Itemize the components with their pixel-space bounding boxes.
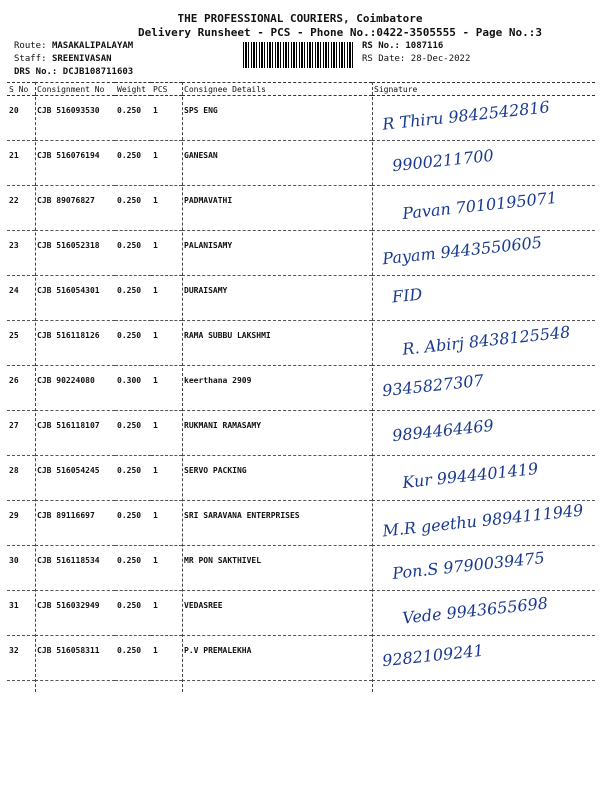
table-row	[7, 186, 595, 231]
cell-consignee: SRI SARAVANA ENTERPRISES	[182, 501, 372, 546]
cell-signature	[372, 636, 595, 681]
cell-sno: 27	[7, 411, 35, 456]
table-header-row	[7, 83, 595, 96]
cell-weight: 0.250	[115, 96, 151, 141]
cell-pcs: 1	[151, 546, 182, 591]
route-value: MASAKALIPALAYAM	[51, 41, 134, 51]
table-row	[7, 96, 595, 141]
cell-pcs: 1	[151, 411, 182, 456]
rs-no-line	[362, 41, 443, 51]
cell-weight: 0.250	[115, 456, 151, 501]
cell-pcs: 1	[151, 231, 182, 276]
cell-sno: 22	[7, 186, 35, 231]
runsheet-subtitle: Delivery Runsheet - PCS - Phone No.:0422-3505555 - Page No.:3	[138, 26, 542, 39]
table-row	[7, 141, 595, 186]
cell-pcs: 1	[151, 141, 182, 186]
cell-signature	[372, 501, 595, 546]
cell-consignment-no: CJB 89076827	[35, 186, 115, 231]
cell-sno: 29	[7, 501, 35, 546]
cell-sno: 30	[7, 546, 35, 591]
runsheet-table	[7, 82, 595, 681]
table-row	[7, 456, 595, 501]
cell-weight: 0.250	[115, 636, 151, 681]
staff-label: Staff:	[14, 54, 47, 64]
rs-date-line	[362, 54, 470, 64]
col-header-sno: S No	[7, 83, 35, 96]
cell-consignee: SPS ENG	[182, 96, 372, 141]
cell-consignment-no: CJB 516093530	[35, 96, 115, 141]
cell-sno: 26	[7, 366, 35, 411]
cell-signature	[372, 366, 595, 411]
cell-signature	[372, 321, 595, 366]
cell-weight: 0.250	[115, 186, 151, 231]
handwritten-signature: Pon.S 9790039475	[391, 548, 546, 583]
table-row	[7, 321, 595, 366]
cell-pcs: 1	[151, 96, 182, 141]
cell-pcs: 1	[151, 591, 182, 636]
route-label: Route:	[14, 41, 47, 51]
cell-signature	[372, 186, 595, 231]
handwritten-signature: 9900211700	[391, 145, 495, 176]
staff-line	[14, 54, 112, 64]
cell-sno: 31	[7, 591, 35, 636]
handwritten-signature: 9894464469	[391, 415, 495, 446]
cell-signature	[372, 411, 595, 456]
cell-signature	[372, 276, 595, 321]
cell-pcs: 1	[151, 456, 182, 501]
cell-consignee: keerthana 2909	[182, 366, 372, 411]
cell-sno: 23	[7, 231, 35, 276]
col-header-weight: Weight	[115, 83, 151, 96]
cell-weight: 0.250	[115, 276, 151, 321]
handwritten-signature: Kur 9944401419	[401, 458, 540, 493]
company-title: THE PROFESSIONAL COURIERS, Coimbatore	[177, 12, 423, 25]
table-row	[7, 276, 595, 321]
cell-consignment-no: CJB 516118107	[35, 411, 115, 456]
cell-weight: 0.250	[115, 231, 151, 276]
column-divider	[372, 82, 373, 692]
table-row	[7, 591, 595, 636]
handwritten-signature: Vede 9943655698	[401, 593, 549, 628]
cell-sno: 24	[7, 276, 35, 321]
cell-pcs: 1	[151, 366, 182, 411]
cell-consignment-no: CJB 89116697	[35, 501, 115, 546]
drs-label: DRS No.:	[14, 67, 58, 77]
cell-weight: 0.250	[115, 411, 151, 456]
cell-consignment-no: CJB 516054301	[35, 276, 115, 321]
handwritten-signature: 9345827307	[381, 370, 485, 401]
route-line	[14, 41, 133, 51]
cell-signature	[372, 546, 595, 591]
col-header-consignee: Consignee Details	[182, 83, 372, 96]
cell-pcs: 1	[151, 501, 182, 546]
cell-consignee: GANESAN	[182, 141, 372, 186]
cell-consignee: VEDASREE	[182, 591, 372, 636]
cell-signature	[372, 591, 595, 636]
handwritten-signature: FID	[391, 284, 424, 307]
column-divider	[35, 82, 36, 692]
handwritten-signature: 9282109241	[381, 640, 485, 671]
rs-no-label: RS No.:	[362, 41, 400, 51]
cell-weight: 0.250	[115, 546, 151, 591]
cell-consignment-no: CJB 516032949	[35, 591, 115, 636]
cell-signature	[372, 141, 595, 186]
cell-weight: 0.250	[115, 501, 151, 546]
cell-consignment-no: CJB 516052318	[35, 231, 115, 276]
cell-consignment-no: CJB 516118534	[35, 546, 115, 591]
cell-pcs: 1	[151, 636, 182, 681]
cell-pcs: 1	[151, 276, 182, 321]
cell-weight: 0.250	[115, 141, 151, 186]
rs-no-value: 1087116	[405, 41, 444, 51]
col-header-consignment: Consignment No	[35, 83, 115, 96]
cell-consignee: MR PON SAKTHIVEL	[182, 546, 372, 591]
handwritten-signature: Payam 9443550605	[381, 232, 543, 269]
handwritten-signature: M.R geethu 9894111949	[381, 500, 585, 541]
cell-consignee: PALANISAMY	[182, 231, 372, 276]
drs-line	[14, 67, 133, 77]
table-row	[7, 501, 595, 546]
rs-date-label: RS Date:	[362, 54, 406, 64]
table-row	[7, 411, 595, 456]
cell-consignee: P.V PREMALEKHA	[182, 636, 372, 681]
cell-sno: 20	[7, 96, 35, 141]
cell-consignment-no: CJB 516076194	[35, 141, 115, 186]
cell-weight: 0.250	[115, 321, 151, 366]
rs-date-value: 28-Dec-2022	[410, 54, 471, 64]
barcode	[243, 42, 353, 68]
drs-value: DCJB108711603	[62, 67, 134, 77]
cell-signature	[372, 231, 595, 276]
table-row	[7, 231, 595, 276]
handwritten-signature: R Thiru 9842542816	[381, 97, 551, 134]
table-row	[7, 366, 595, 411]
cell-pcs: 1	[151, 321, 182, 366]
cell-pcs: 1	[151, 186, 182, 231]
cell-signature	[372, 96, 595, 141]
handwritten-signature: R. Abirj 8438125548	[401, 322, 572, 359]
cell-sno: 21	[7, 141, 35, 186]
table-row	[7, 636, 595, 681]
column-divider	[182, 82, 183, 692]
cell-consignment-no: CJB 516058311	[35, 636, 115, 681]
table-row	[7, 546, 595, 591]
cell-consignment-no: CJB 90224080	[35, 366, 115, 411]
cell-consignee: RUKMANI RAMASAMY	[182, 411, 372, 456]
cell-sno: 28	[7, 456, 35, 501]
cell-sno: 25	[7, 321, 35, 366]
handwritten-signature: Pavan 7010195071	[401, 187, 558, 224]
cell-sno: 32	[7, 636, 35, 681]
cell-weight: 0.300	[115, 366, 151, 411]
staff-value: SREENIVASAN	[51, 54, 112, 64]
cell-consignee: SERVO PACKING	[182, 456, 372, 501]
cell-consignee: RAMA SUBBU LAKSHMI	[182, 321, 372, 366]
cell-signature	[372, 456, 595, 501]
cell-weight: 0.250	[115, 591, 151, 636]
cell-consignment-no: CJB 516054245	[35, 456, 115, 501]
col-header-signature: Signature	[372, 83, 595, 96]
cell-consignee: DURAISAMY	[182, 276, 372, 321]
cell-consignment-no: CJB 516118126	[35, 321, 115, 366]
cell-consignee: PADMAVATHI	[182, 186, 372, 231]
col-header-pcs: PCS	[151, 83, 182, 96]
